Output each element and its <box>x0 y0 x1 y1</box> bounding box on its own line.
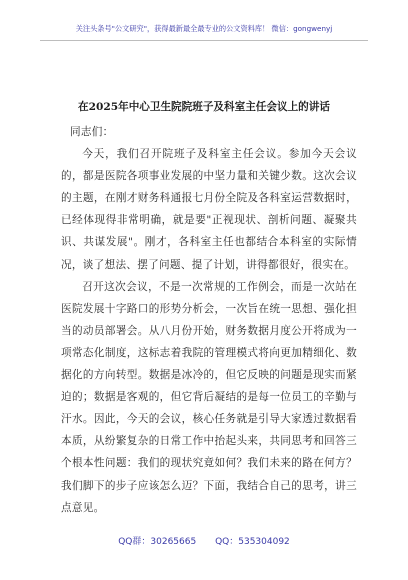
body-paragraph-2: 召开这次会议，不是一次常规的工作例会，而是一次站在医院发展十字路口的形势分析会，一次旨在统一思想、强化担当的动员部署会。从八月份开始，财务数据月度公开将成为一项常态化制度，这标志着我院的管理模式将向更加精细化、数据化的方向转型。数据是冰冷的，但它反映的问题是现实而紧迫的；数据是客观的，但它背后凝结的是每一位员工的辛勤与汗水。因此，今天的会议，核心任务就是引导大家透过数据看本质，从纷繁复杂的日常工作中抬起头来，共同思考和回答三个根本性问题：我们的现状究竟如何？我们未来的路在何方？我们脚下的步子应该怎么迈？下面，我结合自己的思考，讲三点意见。 <box>61 280 357 514</box>
page-footer <box>0 534 408 547</box>
body-paragraph-1: 今天，我们召开院班子及科室主任会议。参加今天会议的，都是医院各项事业发展的中坚力量和关键少数。这次会议的主题，在刚才财务科通报七月份全院及各科室运营数据时，已经体现得非常明确，就是要"正视现状、剖析问题、凝聚共识、共谋发展"。刚才，各科室主任也都结合本科室的实际情况，谈了想法、摆了问题、提了计划，讲得都很好，很实在。 <box>61 148 357 271</box>
header-divider <box>40 40 368 41</box>
page-header-banner: 关注头条号"公文研究"，获得最新最全最专业的公文资料库！ 微信：gongwenyj <box>75 24 333 33</box>
document-title: 在2025年中心卫生院院班子及科室主任会议上的讲话 <box>78 101 330 113</box>
document-body <box>61 118 357 519</box>
salutation: 同志们： <box>70 126 114 138</box>
footer-qq: QQ：535304092 <box>215 537 290 547</box>
footer-qq-group: QQ群：30265665 <box>118 537 197 547</box>
